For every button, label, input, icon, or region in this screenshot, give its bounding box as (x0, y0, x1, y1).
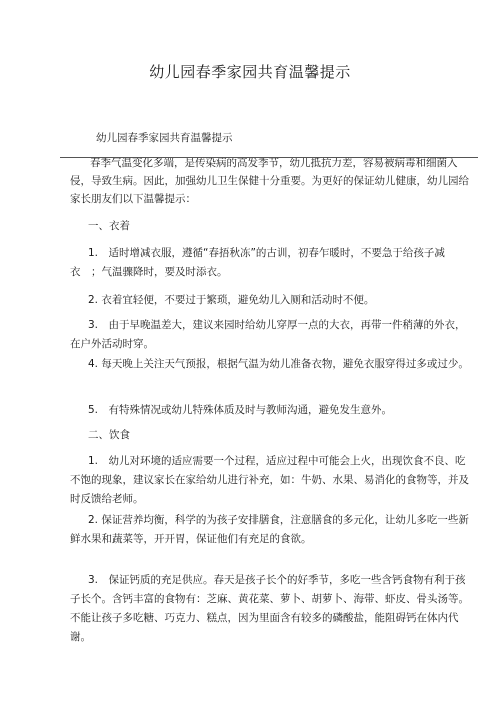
clothing-item-1: 1. 适时增减衣服，遵循“春捂秋冻”的古训，初春乍暖时，不要急于给孩子减衣 ；气温骤降时，要及时添衣。 (70, 247, 445, 278)
section-heading-clothing: 一、衣着 (88, 220, 130, 232)
clothing-item-2: 2. 衣着宜轻便，不要过于繁琐，避免幼儿入厕和活动时不便。 (88, 294, 375, 306)
clothing-item-5: 5. 有特殊情况或幼儿特殊体质及时与教师沟通，避免发生意外。 (88, 404, 393, 416)
diet-item-3: 3. 保证钙质的充足供应。春天是孩子长个的好季节，多吃一些含钙食物有利于孩子长个。含钙丰富的食物有：芝麻、黄花菜、萝卜、胡萝卜、海带、虾皮、骨头汤等。不能让孩子多吃糖、巧克力、糕点，因为里面含有较多的磷酸盐，能阻碍钙在体内代谢。 (70, 574, 469, 643)
diet-item-1: 1. 幼儿对环境的适应需要一个过程，适应过程中可能会上火，出现饮食不良、吃不饱的现象，建议家长在家给幼儿进行补充，如：牛奶、水果、易消化的食物等，并及时反馈给老师。 (70, 455, 469, 505)
clothing-item-4: 4. 每天晚上关注天气预报，根据气温为幼儿准备衣物，避免衣服穿得过多或过少。 (88, 358, 469, 370)
diet-item-2: 2. 保证营养均衡，科学的为孩子安排膳食，注意膳食的多元化，让幼儿多吃一些新鲜水果和蔬菜等，开开胃，保证他们有充足的食欲。 (70, 514, 469, 545)
clothing-item-3: 3. 由于早晚温差大，建议来园时给幼儿穿厚一点的大衣，再带一件稍薄的外衣，在户外活动时穿。 (70, 319, 466, 350)
divider-line (60, 157, 478, 158)
intro-paragraph: 春季气温变化多端，是传染病的高发季节，幼儿抵抗力差，容易被病毒和细菌入侵，导致生病。因此，加强幼儿卫生保健十分重要。为更好的保证幼儿健康，幼儿园给家长朋友们以下温馨提示： (70, 157, 469, 205)
document-subtitle: 幼儿园春季家园共育温馨提示 (96, 132, 233, 144)
document-title: 幼儿园春季家园共育温馨提示 (149, 63, 351, 81)
section-heading-diet: 二、饮食 (88, 429, 130, 441)
